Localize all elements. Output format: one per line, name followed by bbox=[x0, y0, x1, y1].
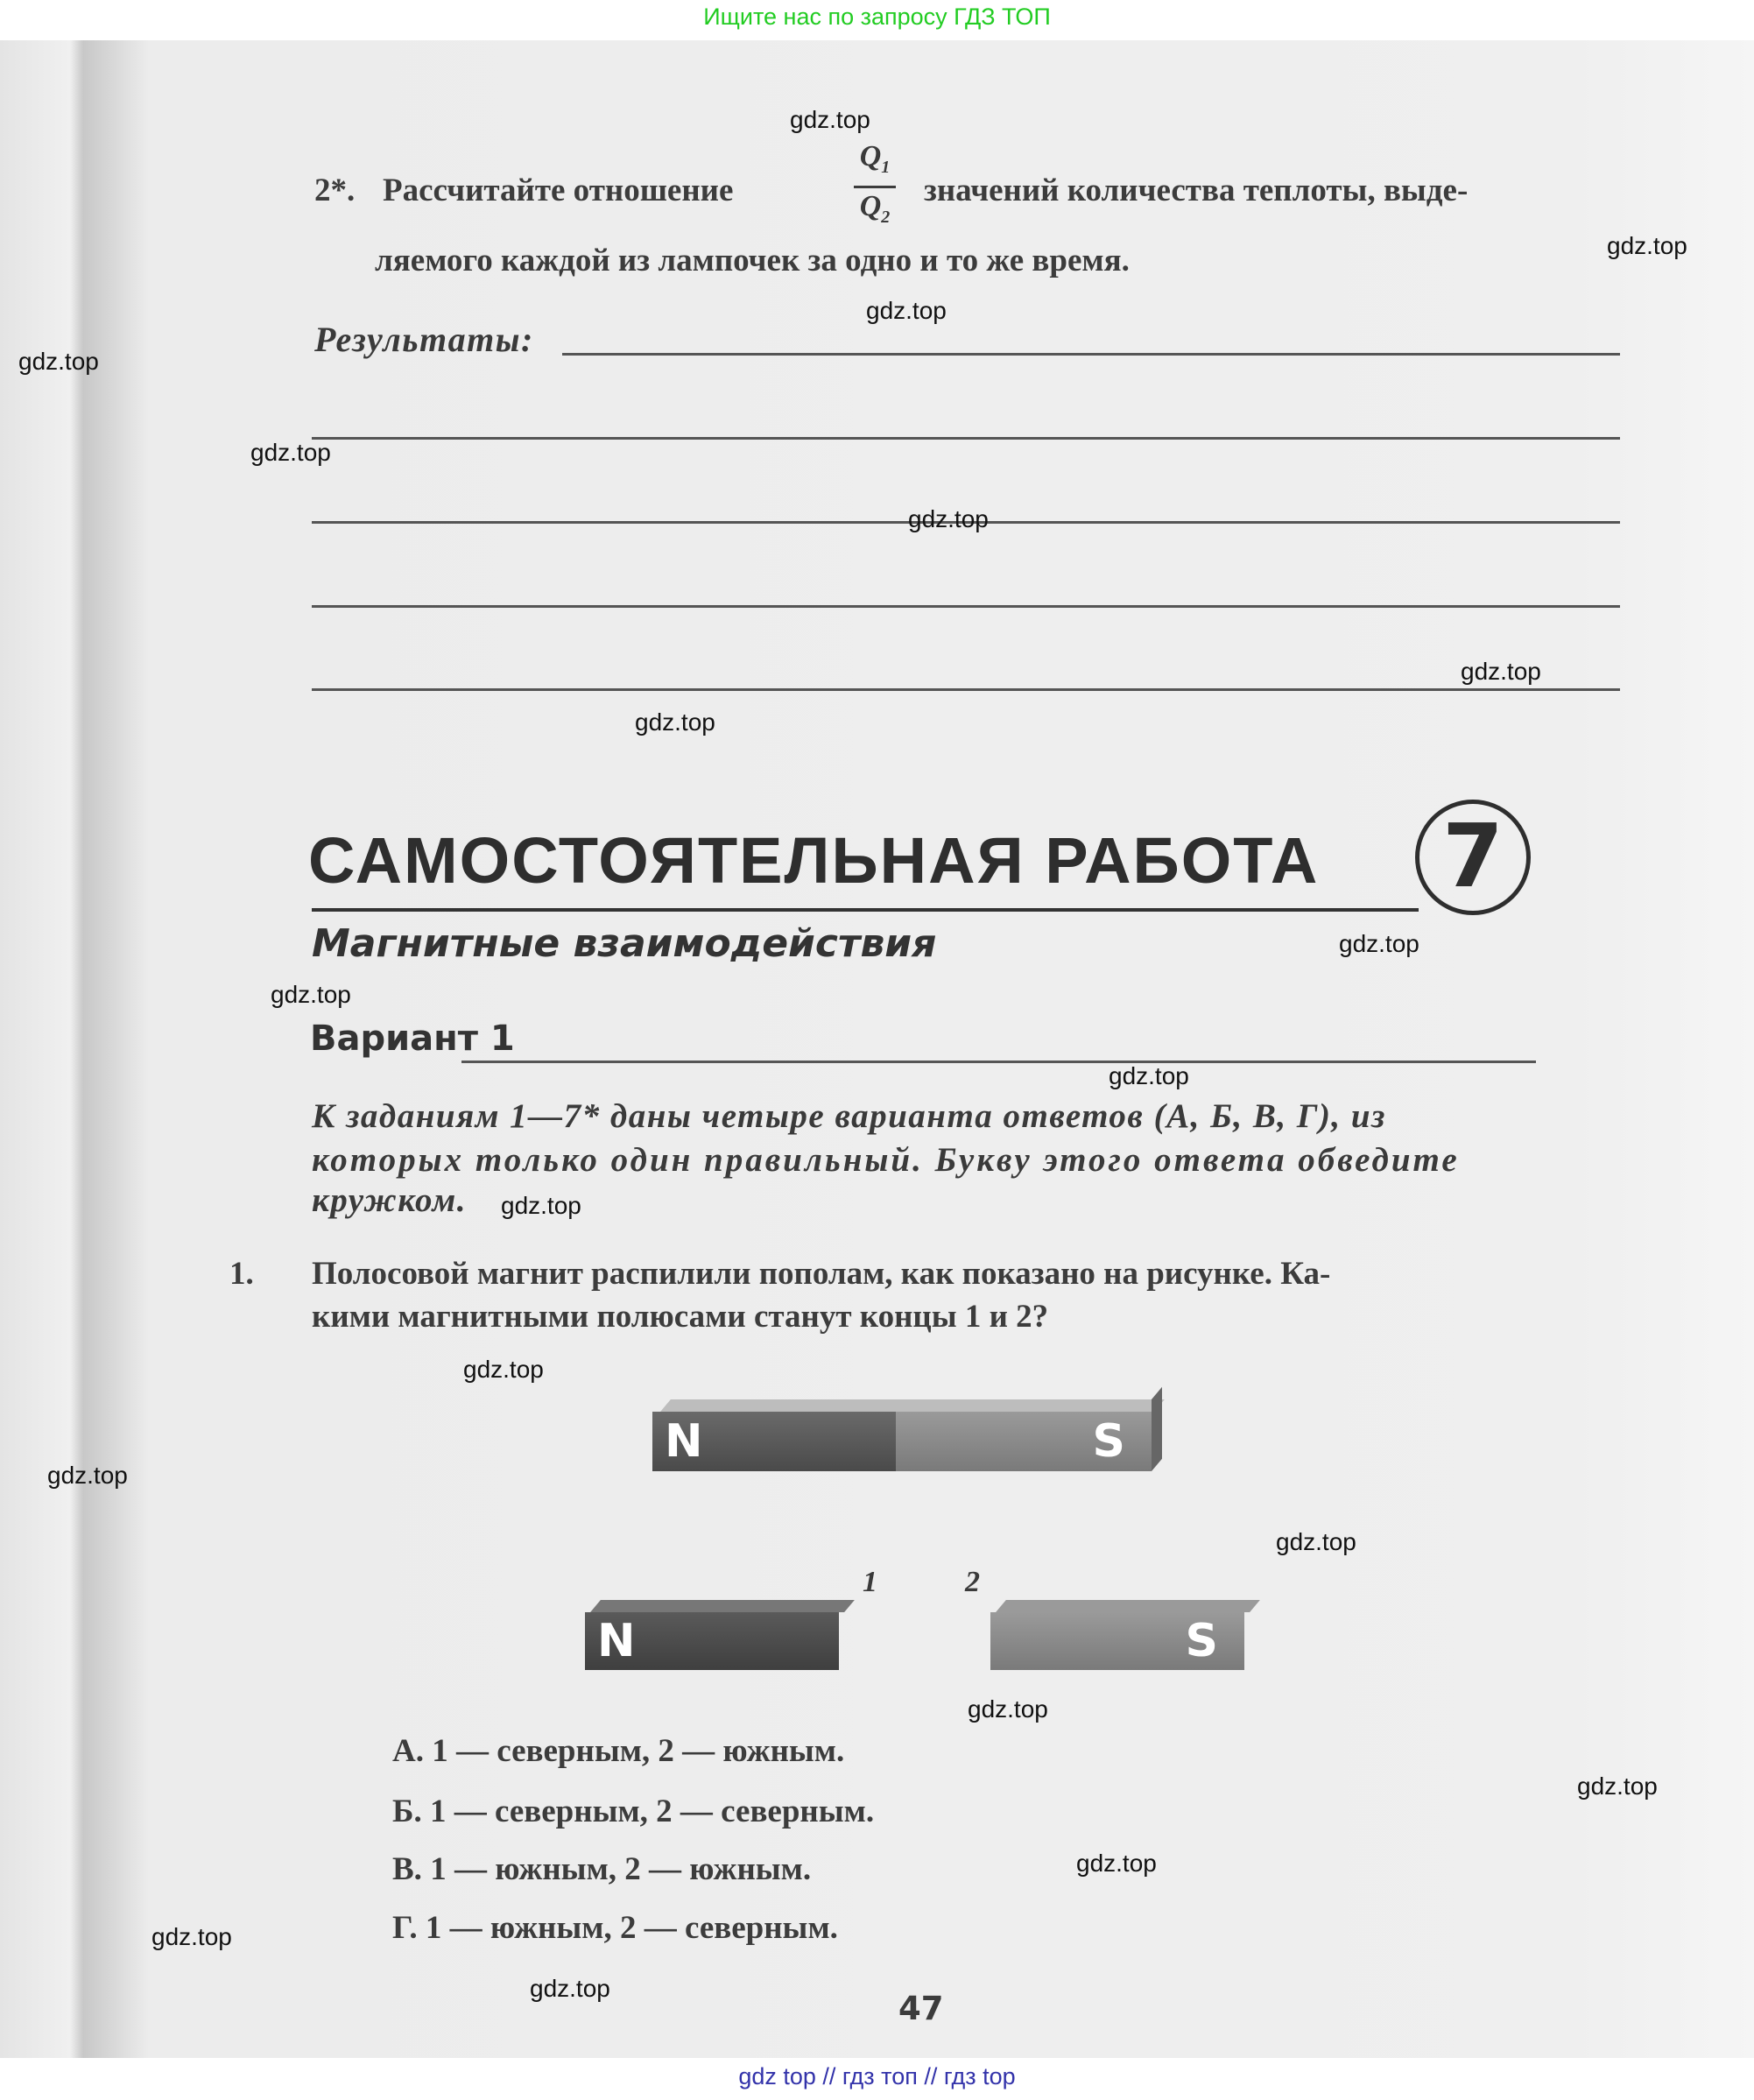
textbook-page bbox=[0, 40, 1754, 2058]
watermark: gdz.top bbox=[1276, 1528, 1356, 1555]
whole-magnet bbox=[652, 1412, 1152, 1471]
fraction-bar bbox=[854, 186, 896, 188]
right-piece-top-face bbox=[996, 1600, 1260, 1612]
variant-line bbox=[461, 1061, 1536, 1063]
watermark: gdz.top bbox=[1076, 1850, 1157, 1877]
option-text: 1 — южным, 2 — южным. bbox=[430, 1851, 812, 1887]
question-1-line: Полосовой магнит распилили пополам, как показано на рисунке. Ка- bbox=[312, 1256, 1331, 1292]
instruction-line: К заданиям 1—7* даны четыре варианта ответов (А, Б, В, Г), из bbox=[312, 1097, 1386, 1135]
magnet-north-pole: N bbox=[652, 1412, 896, 1471]
right-piece-south-pole: S bbox=[990, 1612, 1244, 1670]
left-piece-north-pole: N bbox=[585, 1612, 839, 1670]
task-2-number: 2*. bbox=[314, 173, 356, 208]
numerator-sub: 1 bbox=[881, 157, 891, 177]
question-1-number: 1. bbox=[229, 1256, 254, 1292]
watermark: gdz.top bbox=[968, 1695, 1048, 1723]
watermark: gdz.top bbox=[635, 708, 715, 736]
answer-option-b[interactable] bbox=[392, 1793, 874, 1830]
option-letter: А. bbox=[392, 1733, 424, 1769]
title-underline bbox=[312, 908, 1419, 912]
footer-links[interactable]: gdz top // гдз топ // гдз top bbox=[738, 2063, 1016, 2089]
watermark: gdz.top bbox=[1607, 232, 1687, 259]
magnet-top-face bbox=[660, 1399, 1165, 1412]
instruction-line: которых только один правильный. Букву этого ответа обведите bbox=[312, 1141, 1460, 1179]
watermark: gdz.top bbox=[1109, 1062, 1189, 1089]
magnet-south-pole: S bbox=[896, 1412, 1152, 1471]
denominator-sub: 2 bbox=[881, 207, 891, 227]
option-text: 1 — северным, 2 — северным. bbox=[429, 1793, 875, 1829]
left-magnet-piece bbox=[585, 1612, 839, 1670]
watermark: gdz.top bbox=[18, 348, 99, 375]
task-2-text-before: Рассчитайте отношение bbox=[383, 173, 734, 208]
option-letter: Г. bbox=[392, 1910, 418, 1946]
option-text: 1 — северным, 2 — южным. bbox=[432, 1733, 845, 1769]
answer-option-g[interactable] bbox=[392, 1909, 838, 1947]
search-banner[interactable]: Ищите нас по запросу ГДЗ ТОП bbox=[703, 4, 1051, 30]
watermark: gdz.top bbox=[866, 297, 947, 324]
page-number: 47 bbox=[898, 1990, 944, 2027]
right-magnet-piece bbox=[990, 1612, 1244, 1670]
watermark: gdz.top bbox=[530, 1975, 610, 2002]
watermark: gdz.top bbox=[1339, 930, 1419, 957]
watermark: gdz.top bbox=[47, 1462, 128, 1489]
numerator: Q bbox=[859, 140, 882, 173]
results-label: Результаты: bbox=[314, 320, 534, 359]
watermark: gdz.top bbox=[1577, 1772, 1658, 1800]
watermark: gdz.top bbox=[908, 505, 989, 532]
answer-line[interactable] bbox=[312, 437, 1620, 440]
option-letter: В. bbox=[392, 1851, 422, 1887]
denominator: Q bbox=[859, 189, 882, 222]
work-number-badge: 7 bbox=[1415, 800, 1531, 915]
instruction-line: кружком. bbox=[312, 1181, 467, 1219]
option-letter: Б. bbox=[392, 1793, 422, 1829]
answer-line[interactable] bbox=[562, 353, 1620, 356]
watermark: gdz.top bbox=[463, 1356, 544, 1383]
watermark: gdz.top bbox=[1461, 658, 1541, 685]
section-title: САМОСТОЯТЕЛЬНАЯ РАБОТА bbox=[308, 824, 1320, 897]
q-ratio-fraction bbox=[854, 140, 896, 234]
answer-line[interactable] bbox=[312, 688, 1620, 691]
watermark: gdz.top bbox=[250, 439, 331, 466]
watermark: gdz.top bbox=[151, 1923, 232, 1950]
answer-line[interactable] bbox=[312, 605, 1620, 608]
left-piece-top-face bbox=[590, 1600, 855, 1612]
variant-label: Вариант 1 bbox=[310, 1018, 515, 1059]
option-text: 1 — южным, 2 — северным. bbox=[425, 1910, 838, 1946]
task-2-text-after: значений количества теплоты, выде- bbox=[924, 173, 1469, 208]
watermark: gdz.top bbox=[271, 981, 351, 1008]
question-1-line: кими магнитными полюсами станут концы 1 и 2? bbox=[312, 1299, 1049, 1335]
task-2-line-2: ляемого каждой из лампочек за одно и то же время. bbox=[375, 243, 1130, 278]
magnet-side-face bbox=[1152, 1387, 1162, 1471]
answer-option-v[interactable] bbox=[392, 1850, 811, 1888]
watermark: gdz.top bbox=[501, 1192, 581, 1219]
watermark: gdz.top bbox=[790, 106, 870, 133]
section-subtitle: Магнитные взаимодействия bbox=[312, 921, 937, 966]
end-label-1: 1 bbox=[863, 1566, 879, 1598]
answer-option-a[interactable] bbox=[392, 1732, 844, 1770]
end-label-2: 2 bbox=[965, 1566, 982, 1598]
